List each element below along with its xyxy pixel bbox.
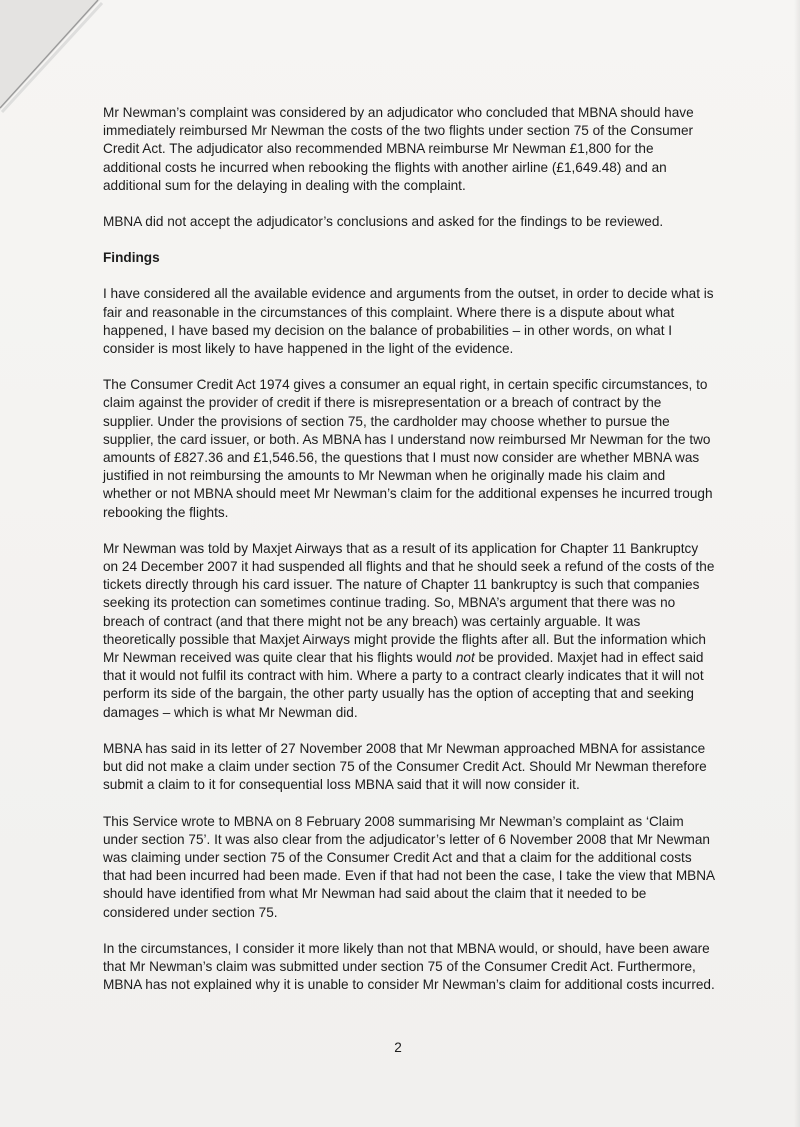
paragraph-maxjet-part-2: be provided. Maxjet had in effect said that it would not fulfil its contract with him. Where a party to a contract clearly indicates that it will not perform its side of the bargain, the other party usually has the option of accepting that and seeking damages – which is what Mr Newman did. — [103, 650, 704, 720]
paragraph-adjudicator-conclusion: Mr Newman’s complaint was considered by an adjudicator who concluded that MBNA should have immediately reimbursed Mr Newman the costs of the two flights under section 75 of the Consumer Credit Act. The adjudicator also recommended MBNA reimburse Mr Newman £1,800 for the additional costs he incurred when rebooking the flights with another airline (£1,649.48) and an additional sum for the delaying in dealing with the complaint. — [103, 105, 694, 193]
paragraph-consumer-credit-act: The Consumer Credit Act 1974 gives a consumer an equal right, in certain specific circumstances, to claim against the provider of credit if there is misrepresentation or a breach of contract by the supplier. Under the provisions of section 75, the cardholder may choose whether to pursue the supplier, the card issuer, or both. As MBNA has I understand now reimbursed Mr Newman for the two amounts of £827.36 and £1,546.56, the questions that I must now consider are whether MBNA was justified in not reimbursing the amounts to Mr Newman when he originally made his claim and whether or not MBNA should meet Mr Newman’s claim for the additional expenses he incurred trough rebooking the flights. — [103, 377, 713, 520]
paragraph-maxjet-part-1: Mr Newman was told by Maxjet Airways that as a result of its application for Chapter 11 Bankruptcy on 24 December 2007 it had suspended all flights and that he should seek a refund of the costs of the tickets directly through his card issuer. The nature of Chapter 11 bankruptcy is such that companies seeking its protection can sometimes continue trading. So, MBNA’s argument that there was no breach of contract (and that there might not be any breach) was certainly arguable. It was theoretically possible that Maxjet Airways might provide the flights after all. But the information which Mr Newman received was quite clear that his flights would — [103, 540, 715, 666]
page-edge-shadow — [794, 0, 800, 1127]
paragraph-mbna-letter: MBNA has said in its letter of 27 November 2008 that Mr Newman approached MBNA for assistance but did not make a claim under section 75 of the Consumer Credit Act. Should Mr Newman therefore submit a claim to it for consequential loss MBNA said that it will now consider it. — [103, 740, 707, 793]
paragraph-evidence-considered: I have considered all the available evidence and arguments from the outset, in order to decide what is fair and reasonable in the circumstances of this complaint. Where there is a dispute about what happened, I have based my decision on the balance of probabilities – in other words, on what I consider is most likely to have happened in the light of the evidence. — [103, 286, 714, 357]
section-heading-findings: Findings — [103, 250, 160, 266]
folded-corner-shadow — [0, 0, 110, 120]
page-number: 2 — [394, 1040, 402, 1055]
paragraph-service-letter: This Service wrote to MBNA on 8 February 2008 summarising Mr Newman’s complaint as ‘Claim under section 75’. It was also clear from the adjudicator’s letter of 6 November 2008 that Mr Newman was claiming under section 75 of the Consumer Credit Act and that a claim for the additional costs that had been incurred had been made. Even if that had not been the case, I take the view that MBNA should have identified from what Mr Newman had said about the claim that it needed to be considered under section 75. — [103, 813, 715, 920]
paragraph-mbna-rejection: MBNA did not accept the adjudicator’s conclusions and asked for the findings to be reviewed. — [103, 214, 664, 230]
document-body — [103, 104, 715, 1012]
paragraph-maxjet-bankruptcy — [103, 540, 715, 722]
emphasis-not: not — [455, 650, 475, 666]
paragraph-conclusion: In the circumstances, I consider it more likely than not that MBNA would, or should, have been aware that Mr Newman’s claim was submitted under section 75 of the Consumer Credit Act. Furthermore, MBNA has not explained why it is unable to consider Mr Newman’s claim for additional costs incurred. — [103, 940, 715, 993]
